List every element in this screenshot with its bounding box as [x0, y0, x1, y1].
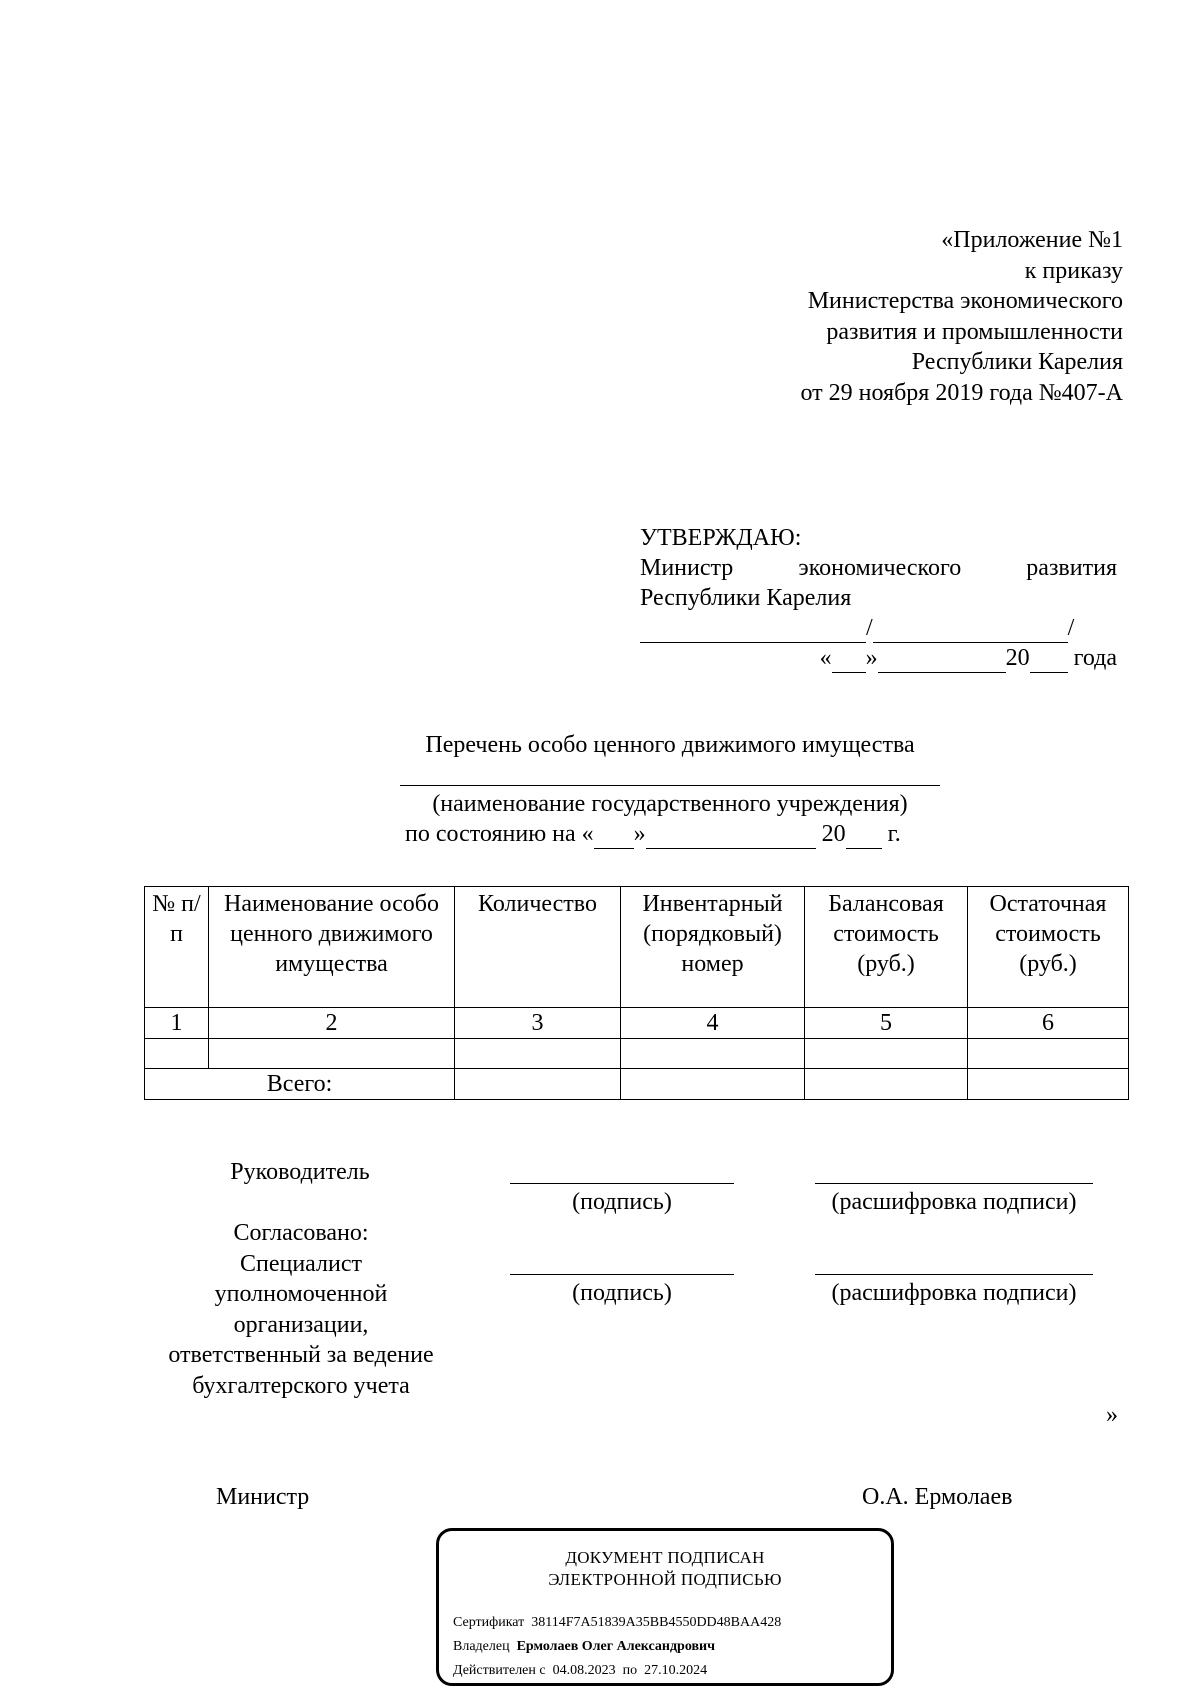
- year-blank[interactable]: [1030, 648, 1068, 673]
- header-cell: Наименование особо ценного движимого имущества: [209, 887, 455, 1008]
- empty-cell[interactable]: [805, 1039, 968, 1069]
- year-prefix: 20: [1005, 645, 1030, 671]
- stamp-header-line: ДОКУМЕНТ ПОДПИСАН: [565, 1548, 765, 1567]
- appendix-line: от 29 ноября 2019 года №407-А: [800, 379, 1123, 406]
- number-cell: 1: [145, 1008, 209, 1039]
- decode-caption: (расшифровка подписи): [831, 1280, 1077, 1306]
- agreed-line: организации,: [233, 1311, 369, 1338]
- agreed-line: ответственный за ведение: [168, 1342, 434, 1368]
- approval-date-line: [640, 643, 1117, 673]
- approval-block: [640, 523, 1117, 673]
- valid-to-label: по: [622, 1663, 638, 1678]
- owner-value: Ермолаев Олег Александрович: [516, 1639, 715, 1654]
- empty-cell[interactable]: [455, 1039, 621, 1069]
- appendix-line: Министерства экономического: [807, 288, 1123, 314]
- as-of-year-blank[interactable]: [846, 824, 882, 849]
- approval-word: экономического: [798, 555, 962, 581]
- header-cell: Инвентарный (порядковый) номер: [621, 887, 805, 1008]
- approval-heading: УТВЕРЖДАЮ:: [640, 525, 802, 551]
- closing-quote: »: [1106, 1402, 1118, 1428]
- number-cell: 5: [805, 1008, 968, 1039]
- total-label: Всего:: [145, 1069, 455, 1100]
- month-blank[interactable]: [878, 648, 1006, 673]
- agreed-line: Согласовано:: [233, 1220, 369, 1246]
- approval-word: Министр: [640, 555, 734, 581]
- as-of-month-blank[interactable]: [646, 824, 816, 849]
- empty-cell[interactable]: [209, 1039, 455, 1069]
- specialist-signature-line[interactable]: [510, 1274, 734, 1275]
- head-label: Руководитель: [230, 1159, 370, 1185]
- agreed-line: Специалист: [239, 1250, 362, 1277]
- empty-cell[interactable]: [968, 1039, 1129, 1069]
- year-suffix: года: [1073, 645, 1117, 671]
- quote-open: «: [819, 645, 832, 671]
- as-of-day-blank[interactable]: [594, 824, 634, 849]
- total-cell[interactable]: [805, 1069, 968, 1100]
- approval-word: развития: [1026, 555, 1117, 581]
- stamp-header-line: ЭЛЕКТРОННОЙ ПОДПИСЬЮ: [548, 1570, 782, 1589]
- slash: /: [1067, 615, 1075, 641]
- table-row: [145, 1039, 1129, 1069]
- header-cell: Количество: [455, 887, 621, 1008]
- head-signature-line[interactable]: [510, 1183, 734, 1184]
- cert-label: Сертификат: [453, 1615, 525, 1630]
- as-of-suffix: г.: [887, 821, 901, 847]
- as-of-date-line: [405, 819, 901, 849]
- empty-cell[interactable]: [621, 1039, 805, 1069]
- agreed-line: уполномоченной: [214, 1281, 388, 1307]
- agreed-line: бухгалтерского учета: [192, 1372, 410, 1399]
- signature-caption: (подпись): [572, 1189, 672, 1215]
- table-number-row: [145, 1008, 1129, 1039]
- approval-position: [640, 553, 1117, 583]
- header-cell: Остаточная стоимость (руб.): [968, 887, 1129, 1008]
- as-of-year: 20: [821, 821, 846, 847]
- number-cell: 4: [621, 1008, 805, 1039]
- appendix-line: к приказу: [1024, 257, 1123, 284]
- signature-blank[interactable]: [640, 618, 866, 643]
- as-of-prefix: по состоянию на «: [405, 821, 594, 847]
- approval-position-line2: Республики Карелия: [640, 585, 852, 611]
- number-cell: 3: [455, 1008, 621, 1039]
- header-cell: № п/п: [145, 887, 209, 1008]
- minister-name: О.А. Ермолаев: [862, 1484, 1013, 1510]
- quote-close: »: [865, 645, 878, 671]
- stamp-header: [439, 1547, 891, 1591]
- total-cell[interactable]: [621, 1069, 805, 1100]
- appendix-reference: [801, 225, 1124, 408]
- as-of-close: »: [633, 821, 646, 847]
- number-cell: 6: [968, 1008, 1129, 1039]
- total-cell[interactable]: [455, 1069, 621, 1100]
- signature-caption: (подпись): [572, 1280, 672, 1306]
- agreed-block: [150, 1218, 452, 1401]
- appendix-line: «Приложение №1: [941, 227, 1123, 253]
- valid-to: 27.10.2024: [644, 1663, 708, 1678]
- appendix-line: развития и промышленности: [826, 318, 1123, 345]
- empty-cell[interactable]: [145, 1039, 209, 1069]
- property-table: [144, 886, 1129, 1100]
- stamp-certificate: [453, 1615, 781, 1631]
- institution-name-field[interactable]: [400, 785, 940, 786]
- approval-signature-line: [640, 613, 1117, 643]
- owner-label: Владелец: [453, 1639, 510, 1654]
- day-blank[interactable]: [832, 648, 866, 673]
- table-header-row: [145, 887, 1129, 1008]
- head-decode-line[interactable]: [815, 1183, 1093, 1184]
- stamp-owner: [453, 1639, 715, 1655]
- institution-caption: (наименование государственного учреждения): [432, 791, 908, 817]
- document-title: Перечень особо ценного движимого имущества: [425, 732, 915, 758]
- decode-caption: (расшифровка подписи): [831, 1189, 1077, 1215]
- name-blank[interactable]: [873, 618, 1068, 643]
- slash: /: [866, 615, 873, 641]
- header-cell: Балансовая стоимость (руб.): [805, 887, 968, 1008]
- minister-position: Министр: [216, 1484, 310, 1510]
- electronic-signature-stamp: [436, 1528, 894, 1686]
- appendix-line: Республики Карелия: [911, 349, 1123, 375]
- cert-value: 38114F7A51839A35BB4550DD48BAA428: [531, 1615, 782, 1630]
- valid-label: Действителен с: [453, 1663, 546, 1678]
- table-total-row: [145, 1069, 1129, 1100]
- valid-from: 04.08.2023: [552, 1663, 616, 1678]
- number-cell: 2: [209, 1008, 455, 1039]
- specialist-decode-line[interactable]: [815, 1274, 1093, 1275]
- total-cell[interactable]: [968, 1069, 1129, 1100]
- stamp-validity: [453, 1663, 707, 1679]
